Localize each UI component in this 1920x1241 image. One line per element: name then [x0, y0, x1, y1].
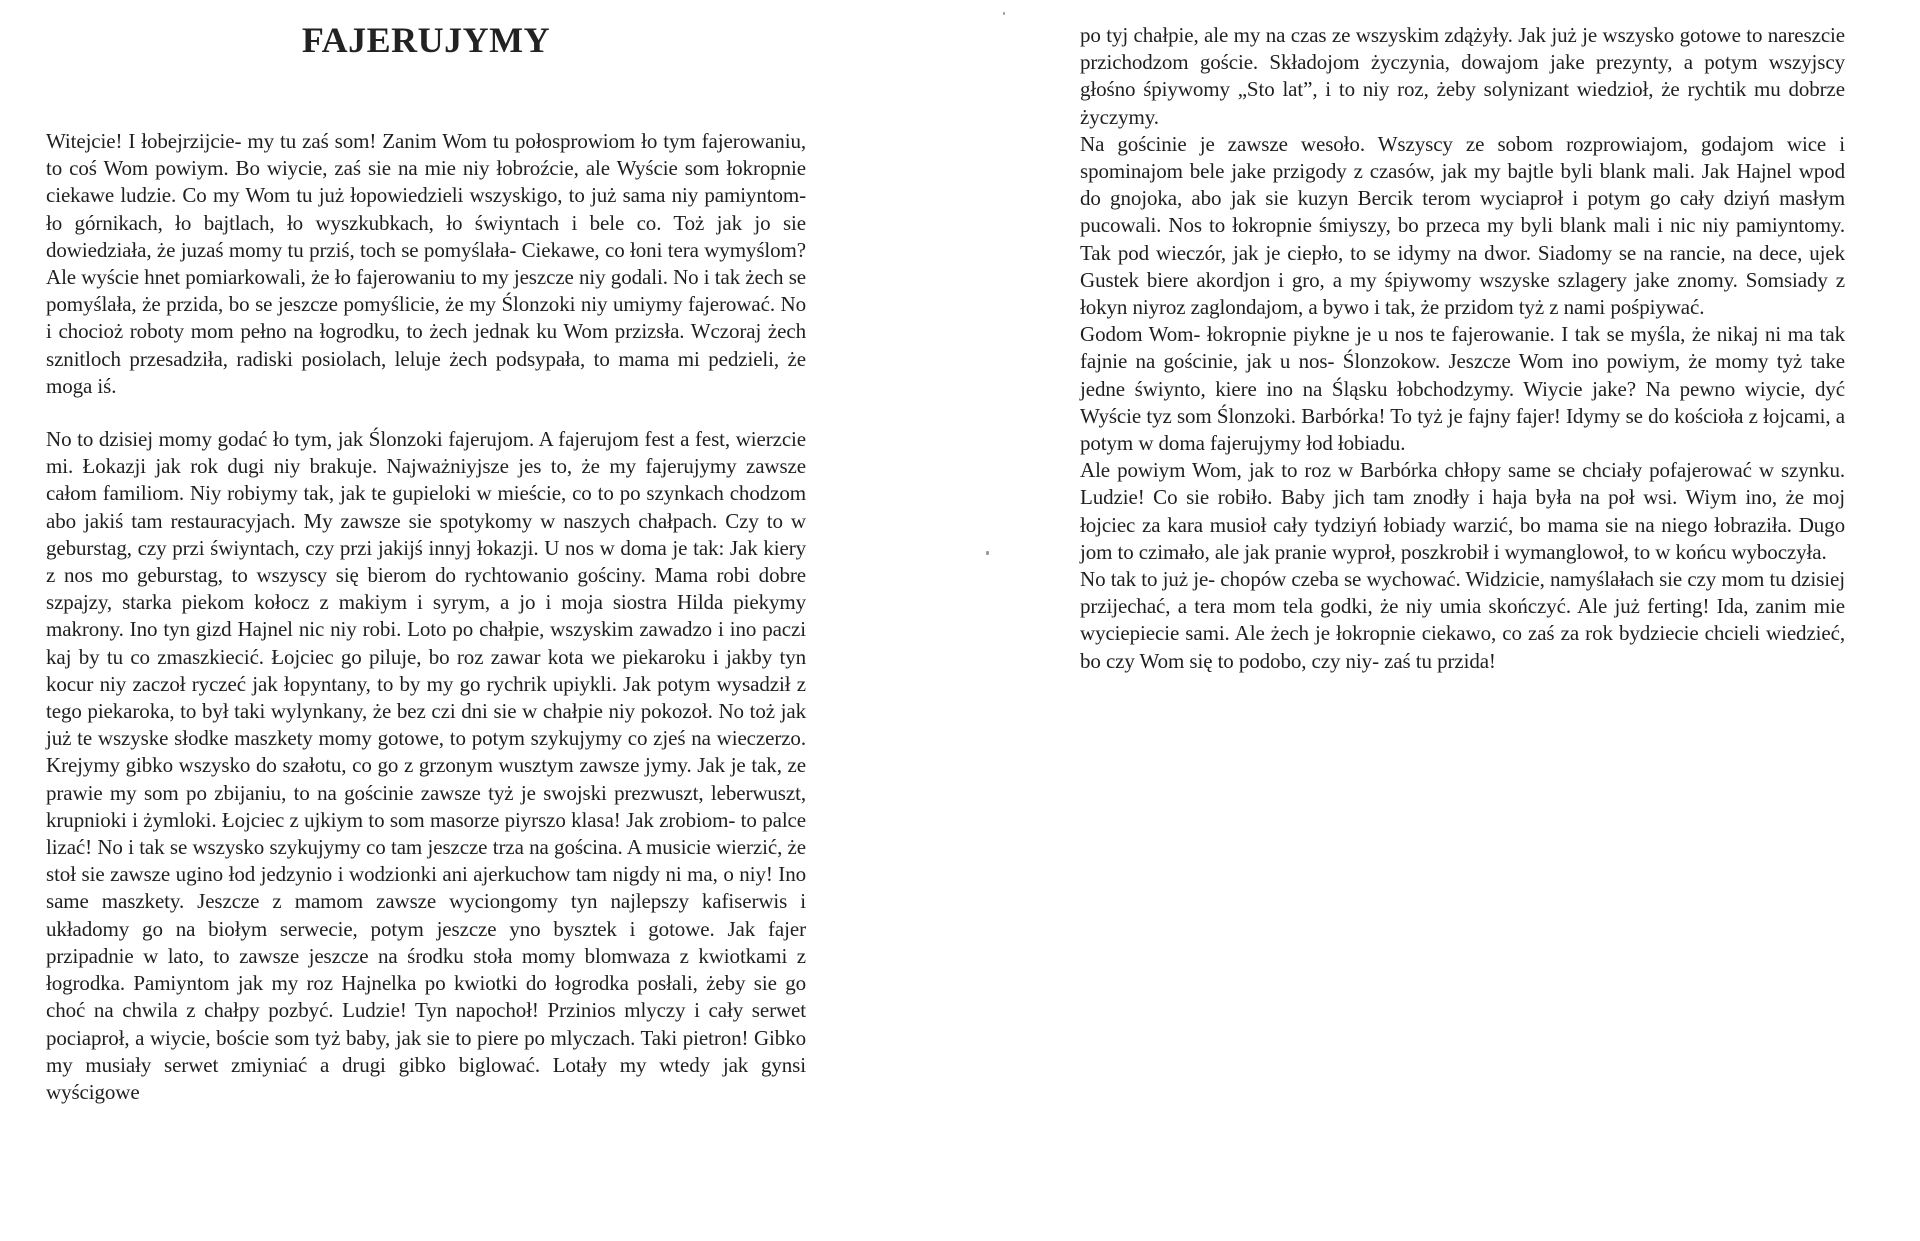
scan-speck [1003, 12, 1005, 15]
paragraph-right-4: Ale powiym Wom, jak to roz w Barbórka chłopy same se chciały pofajerować w szynku. Ludzie! Co sie robiło. Baby jich tam znodły i haja była na poł wsi. Wiym ino, że moj łojciec za kara musioł cały tydziyń łobiady warzić, bo mama sie na niego łobraziła. Dugo jom to czimało, ale jak pranie wyproł, poszkrobił i wymanglowoł, to w końcu wyboczyła. [1080, 458, 1845, 564]
paragraph-right-5: No tak to już je- chopów czeba se wychować. Widzicie, namyślałach sie czy mom tu dzisiej przijechać, a tera mom tela godki, że niy umia skończyć. Ale już ferting! Ida, zanim mie wyciepiecie sami. Ale żech je łokropnie ciekawo, co zaś za rok bydziecie chcieli wiedzieć, bo czy Wom się to podobo, czy niy- zaś tu przida! [1080, 567, 1845, 673]
paragraph-left-1: Witejcie! I łobejrzijcie- my tu zaś som! Zanim Wom tu połosprowiom ło tym fajerowaniu, to coś Wom powiym. Bo wiycie, zaś sie na mie niy łobroźcie, ale Wyście som łokropnie ciekawe ludzie. Co my Wom tu już łopowiedzieli wszyskigo, to już sama niy pamiyntom- ło górnikach, ło bajtlach, ło wyszkubkach, ło świyntach i bele co. Toż jak jo sie dowiedziała, że juzaś momy tu prziś, toch se pomyślała- Ciekawe, co łoni tera wymyślom? Ale wyście hnet pomiarkowali, że ło fajerowaniu to my jeszcze niy godali. No i tak żech se pomyślała, że przida, bo se jeszcze pomyślicie, że my Ślonzoki niy umiymy fajerować. No i chocioż roboty mom pełno na łogrodku, to żech jednak ku Wom przizsła. Wczoraj żech sznitloch przesadziła, radiski posiolach, leluje żech podsypała, to mama mi pedzieli, że moga iś. [46, 129, 806, 398]
document-title: FAJERUJYMY [301, 20, 551, 60]
left-column [46, 0, 806, 1106]
scan-speck [986, 551, 989, 555]
paragraph-left-2: No to dzisiej momy godać ło tym, jak Ślonzoki fajerujom. A fajerujom fest a fest, wierzcie mi. Łokazji jak rok dugi niy brakuje. Najważniyjsze jes to, że my fajerujymy zawsze całom familiom. Niy robiymy tak, jak te gupieloki w mieście, co to po szynkach chodzom abo jakiś tam restauracyjach. My zawsze sie spotykomy w naszych chałpach. Czy to w geburstag, czy przi świyntach, czy przi jakijś innyj łokazji. U nos w doma je tak: Jak kiery z nos mo geburstag, to wszyscy się bierom do rychtowanio gościny. Mama robi dobre szpajzy, starka piekom kołocz z makiym i syrym, a jo i moja siostra Hilda piekymy makrony. Ino tyn gizd Hajnel nic niy robi. Loto po chałpie, wszyskim zawadzo i ino paczi kaj by tu co zmaszkiecić. Łojciec go piluje, bo roz zawar kota we piekaroku i jakby tyn kocur niy zaczoł ryczeć jak łopyntany, to by my go rychrik upiykli. Jak potym wysadził z tego piekaroka, to był taki wylynkany, że bez czi dni sie w chałpie niy pokozoł. No toż jak już te wszyske słodke maszkety momy gotowe, to potym szykujymy co zjeś na wieczerzo. Krejymy gibko wszysko do szałotu, co go z grzonym wusztym zawsze jymy. Jak je tak, ze prawie my som po zbijaniu, to na gościnie zawsze tyż je swojski prezwuszt, leberwuszt, krupnioki i żymloki. Łojciec z ujkiym to som masorze piyrszo klasa! Jak zrobiom- to palce lizać! No i tak se wszysko szykujymy co tam jeszcze trza na gościna. A musicie wierzić, że stoł sie zawsze ugino łod jedzynio i wodzionki ani ajerkuchow tam nigdy ni ma, o niy! Ino same maszkety. Jeszcze z mamom zawsze wyciongomy tyn najlepszy kafiserwis i układomy go na biołym serwecie, potym jeszcze yno bysztek i gotowe. Jak fajer przipadnie w lato, to zawsze jeszcze na środku stoła momy blomwaza z kwiotkami z łogrodka. Pamiyntom jak my roz Hajnelka po kwiotki do łogrodka posłali, żeby sie go choć na chwila z chałpy pozbyć. Ludzie! Tyn napochoł! Przinios mlyczy i cały serwet pociaproł, a wiycie, boście som tyż baby, jak sie to piere po mlyczach. Taki pietron! Gibko my musiały serwet zmiyniać a drugi gibko biglować. Lotały my wtedy jak gynsi wyścigowe [46, 427, 806, 1104]
paragraph-right-2: Na gościnie je zawsze wesoło. Wszyscy ze sobom rozprowiajom, godajom wice i spominajom bele jake przigody z czasów, jak my bajtle byli blank mali. Jak Hajnel wpod do gnojoka, abo jak sie kuzyn Bercik terom wyciaproł i potym go cały dziyń masłym pucowali. Nos to łokropnie śmiyszy, bo przeca my byli blank mali i nic niy pamiyntomy. Tak pod wieczór, jak je ciepło, to se idymy na dwor. Siadomy se na rancie, na dece, ujek Gustek biere akordjon i gro, a my śpiywomy wszyske szlagery jake znomy. Somsiady z łokyn niyroz zaglondajom, a bywo i tak, że przidom tyż z nami pośpiywać. [1080, 131, 1845, 320]
paragraph-right-1: po tyj chałpie, ale my na czas ze wszyskim zdążyły. Jak już je wszysko gotowe to nareszcie przichodzom goście. Składojom życzynia, dowajom jake prezynty, a potym wszyjscy głośno śpiywomy „Sto lat”, i to niy roz, żeby solynizant wiedzioł, że rychtik mu dobrze życzymy. [1080, 23, 1845, 129]
paragraph-right-3: Godom Wom- łokropnie piykne je u nos te fajerowanie. I tak se myśla, że nikaj ni ma tak fajnie na gościnie, jak u nos- Ślonzokow. Jeszcze Wom ino powiym, że momy tyż take jedne świynto, kiere ino na Śląsku łobchodzymy. Wiycie jake? Na pewno wiycie, dyć Wyście tyz som Ślonzoki. Barbórka! To tyż je fajny fajer! Idymy se do kościoła z łojcami, a potym w doma fajerujymy łod łobiadu. [1080, 322, 1845, 456]
right-column [1080, 0, 1845, 675]
